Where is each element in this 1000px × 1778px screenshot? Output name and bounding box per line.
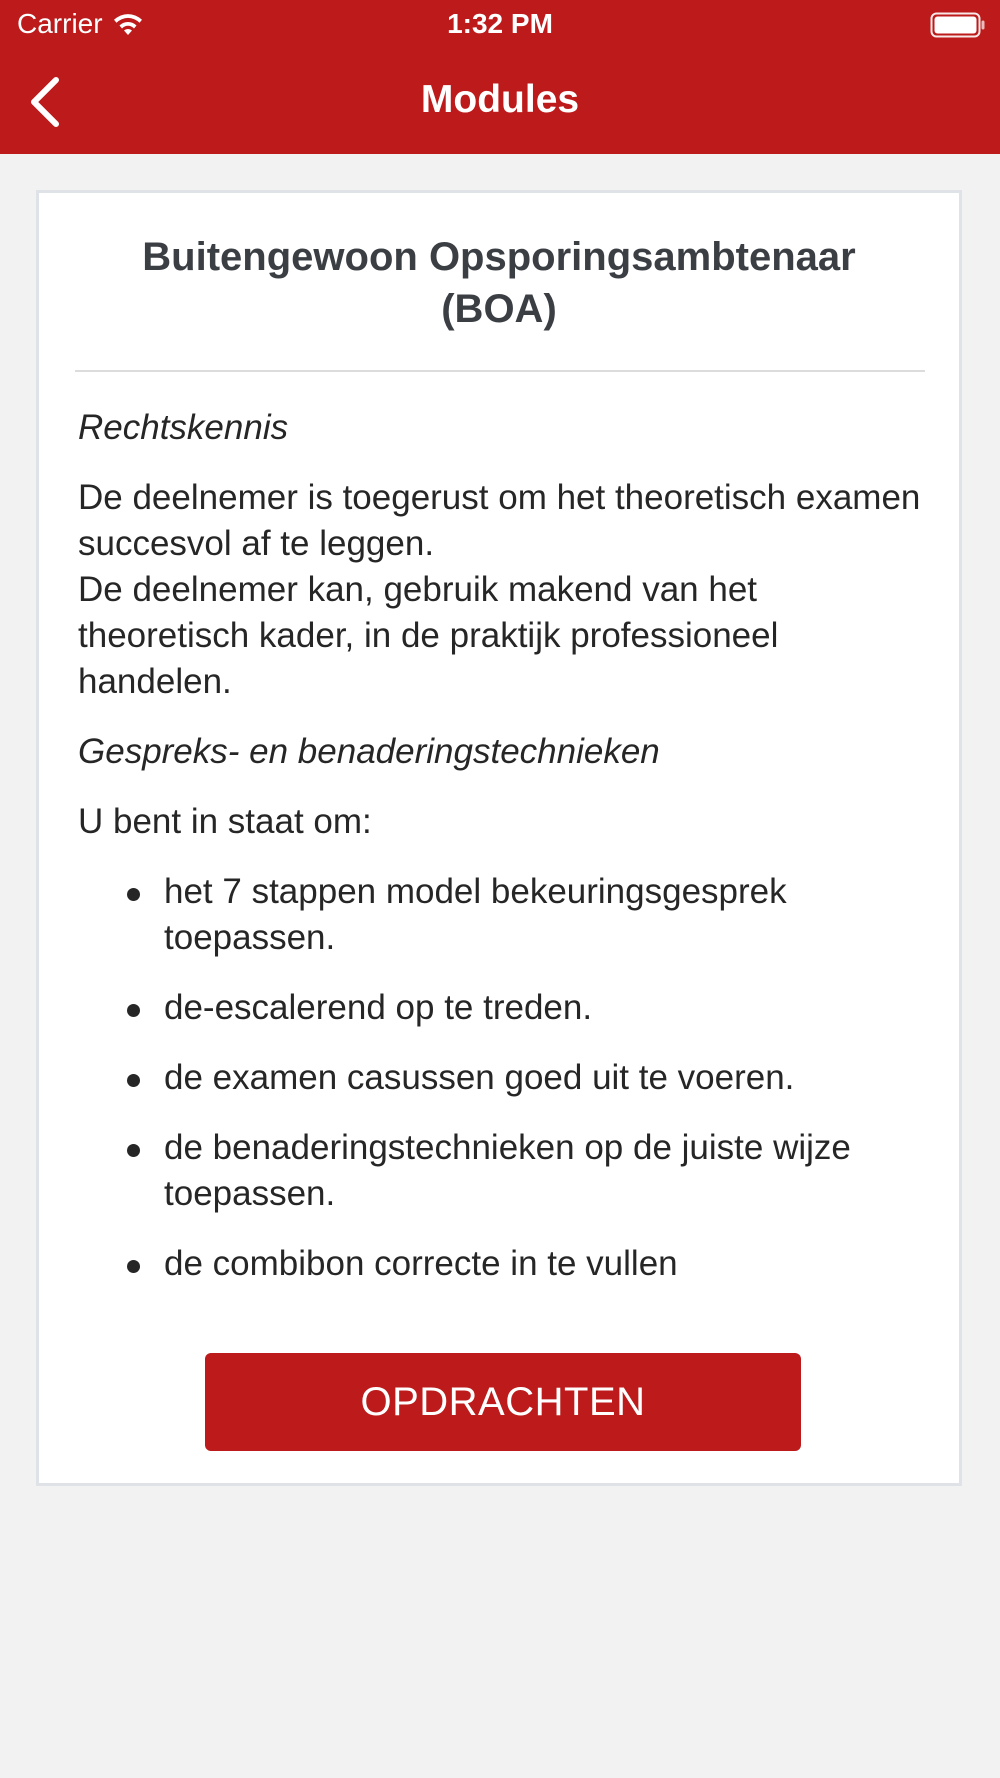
section-intro-gespreks: U bent in staat om: (78, 802, 372, 841)
module-title-line2: (BOA) (441, 287, 557, 331)
status-time: 1:32 PM (447, 8, 553, 39)
section-title-rechtskennis: Rechtskennis (78, 408, 289, 447)
module-card (36, 190, 962, 1486)
list-item (78, 1241, 928, 1287)
list-item (78, 1055, 928, 1101)
list-item (78, 985, 928, 1031)
skills-list (78, 869, 928, 1287)
list-item-text: de examen casussen goed uit te voeren. (164, 1058, 795, 1097)
list-item-text: het 7 stappen model bekeuringsgesprek toepassen. (164, 872, 787, 957)
page-title: Modules (420, 78, 580, 121)
app-header (0, 0, 1000, 154)
section-text-rechtskennis (78, 475, 928, 705)
bullet-icon (127, 1004, 140, 1017)
list-item (78, 869, 928, 961)
opdrachten-button[interactable]: OPDRACHTEN (205, 1353, 801, 1451)
rechtskennis-line1: De deelnemer is toegerust om het theoretisch examen succesvol af te leggen. (78, 478, 921, 563)
bullet-icon (127, 1144, 140, 1157)
bullet-icon (127, 1074, 140, 1087)
list-item-text: de benaderingstechnieken op de juiste wijze toepassen. (164, 1128, 851, 1213)
module-title-line1: Buitengewoon Opsporingsambtenaar (142, 235, 856, 279)
carrier-label: Carrier (17, 8, 103, 39)
status-bar (0, 0, 1000, 50)
battery-icon (930, 12, 986, 38)
list-item (78, 1125, 928, 1217)
navigation-bar (0, 50, 1000, 154)
bullet-icon (127, 1260, 140, 1273)
module-content (78, 405, 928, 1311)
bullet-icon (127, 888, 140, 901)
rechtskennis-line2: De deelnemer kan, gebruik makend van het theoretisch kader, in de praktijk professioneel handelen. (78, 570, 779, 701)
section-title-gespreks: Gespreks- en benaderingstechnieken (78, 732, 660, 771)
list-item-text: de-escalerend op te treden. (164, 988, 593, 1027)
module-title (39, 231, 959, 335)
title-divider (75, 370, 925, 372)
list-item-text: de combibon correcte in te vullen (164, 1244, 678, 1283)
